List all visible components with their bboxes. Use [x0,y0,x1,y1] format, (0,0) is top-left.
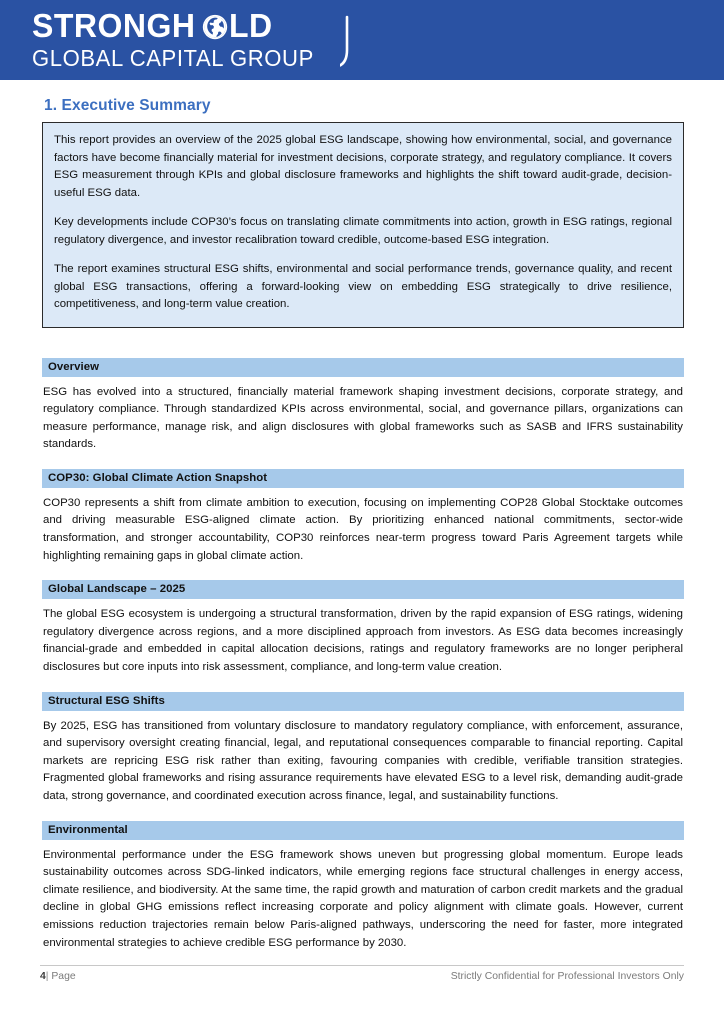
section-body-global-landscape: The global ESG ecosystem is undergoing a structural transformation, driven by the rapid expansion of ESG ratings, widening regulatory divergence across regions, and a more disciplined approach from investors. As ESG data becomes increasingly financial-grade and embedded in capital allocation decisions, ratings and regulatory frameworks are no longer peripheral disclosures but core inputs into risk assessment, compliance, and long-term value creation. [43,608,683,674]
footer-page-number: 4 [40,971,46,982]
section-body-overview: ESG has evolved into a structured, financially material framework shaping investment decisions, corporate strategy, and regulatory compliance. Through standardized KPIs across environmental, social, and governance pillars, organizations can measure performance, manage risk, and align disclosures with global frameworks such as SASB and IFRS sustainability standards. [43,385,683,451]
logo-word-part2: LD [228,7,273,44]
footer-page-label: Page [51,971,76,982]
summary-paragraph: This report provides an overview of the 2025 global ESG landscape, showing how environmental, social, and governance factors have become financially material for investment decisions, corporate strategy, and regulatory compliance. It covers ESG measurement through KPIs and global disclosure frameworks and highlights the shift toward audit-grade, decision-useful ESG data. [54,134,672,199]
footer-separator: | [45,971,49,982]
company-logo [32,8,392,74]
logo-wordmark [32,8,392,44]
section-heading-cop30: COP30: Global Climate Action Snapshot [42,469,684,488]
footer-page-indicator [40,971,76,982]
section-body-cop30: COP30 represents a shift from climate ambition to execution, focusing on implementing COP28 Global Stocktake outcomes and driving measurable ESG-aligned climate action. By prioritizing enhanced national commitments, sector-wide transformation, and stronger accountability, COP30 reinforces near-term progress toward Paris Agreement targets while highlighting remaining gaps in global climate action. [43,496,683,562]
logo-word-part1: STRONGH [32,7,196,44]
globe-icon [202,14,228,40]
page-title: 1. Executive Summary [44,97,211,114]
executive-summary-box [42,122,684,328]
logo-subtitle: GLOBAL CAPITAL GROUP [32,45,314,71]
document-body [0,97,724,952]
section-body-environmental: Environmental performance under the ESG framework shows uneven but progressing global momentum. Europe leads sustainability outcomes across SDG-linked indicators, while emerging regions face structural challenges in energy access, climate resilience, and biodiversity. At the same time, the rapid growth and maturation of carbon credit markets and the gradual decline in global GHG emissions reflect increasing corporate and policy alignment with climate goals. However, current emissions reduction trajectories remain below Paris-aligned pathways, underscoring the need for faster, more integrated environmental strategies to achieve credible ESG performance by 2030. [43,848,683,949]
footer-confidentiality-notice: Strictly Confidential for Professional Investors Only [450,971,684,982]
section-body-structural-esg-shifts: By 2025, ESG has transitioned from voluntary disclosure to mandatory regulatory compliance, with enforcement, assurance, and supervisory oversight creating financial, legal, and reputational consequences comparable to financial reporting. Capital markets are repricing ESG risk rather than exiting, favouring companies with credible, verifiable transition strategies. Fragmented global frameworks and rising assurance requirements have elevated ESG to a level risk, demanding audit-grade data, strong governance, and coordinated execution across finance, legal, and sustainability functions. [43,719,683,802]
summary-paragraph: The report examines structural ESG shifts, environmental and social performance trends, governance quality, and recent global ESG transactions, offering a forward-looking view on embedding ESG strategically to drive resilience, competitiveness, and long-term value creation. [54,263,672,310]
section-heading-overview: Overview [42,358,684,377]
section-heading-environmental: Environmental [42,821,684,840]
section-heading-structural-esg-shifts: Structural ESG Shifts [42,692,684,711]
section-heading-global-landscape: Global Landscape – 2025 [42,580,684,599]
summary-paragraph: Key developments include COP30’s focus on translating climate commitments into action, growth in ESG ratings, regional regulatory divergence, and investor recalibration toward credible, outcome-based ESG integration. [54,216,672,246]
page-header-band [0,0,724,80]
page-footer [40,965,684,982]
